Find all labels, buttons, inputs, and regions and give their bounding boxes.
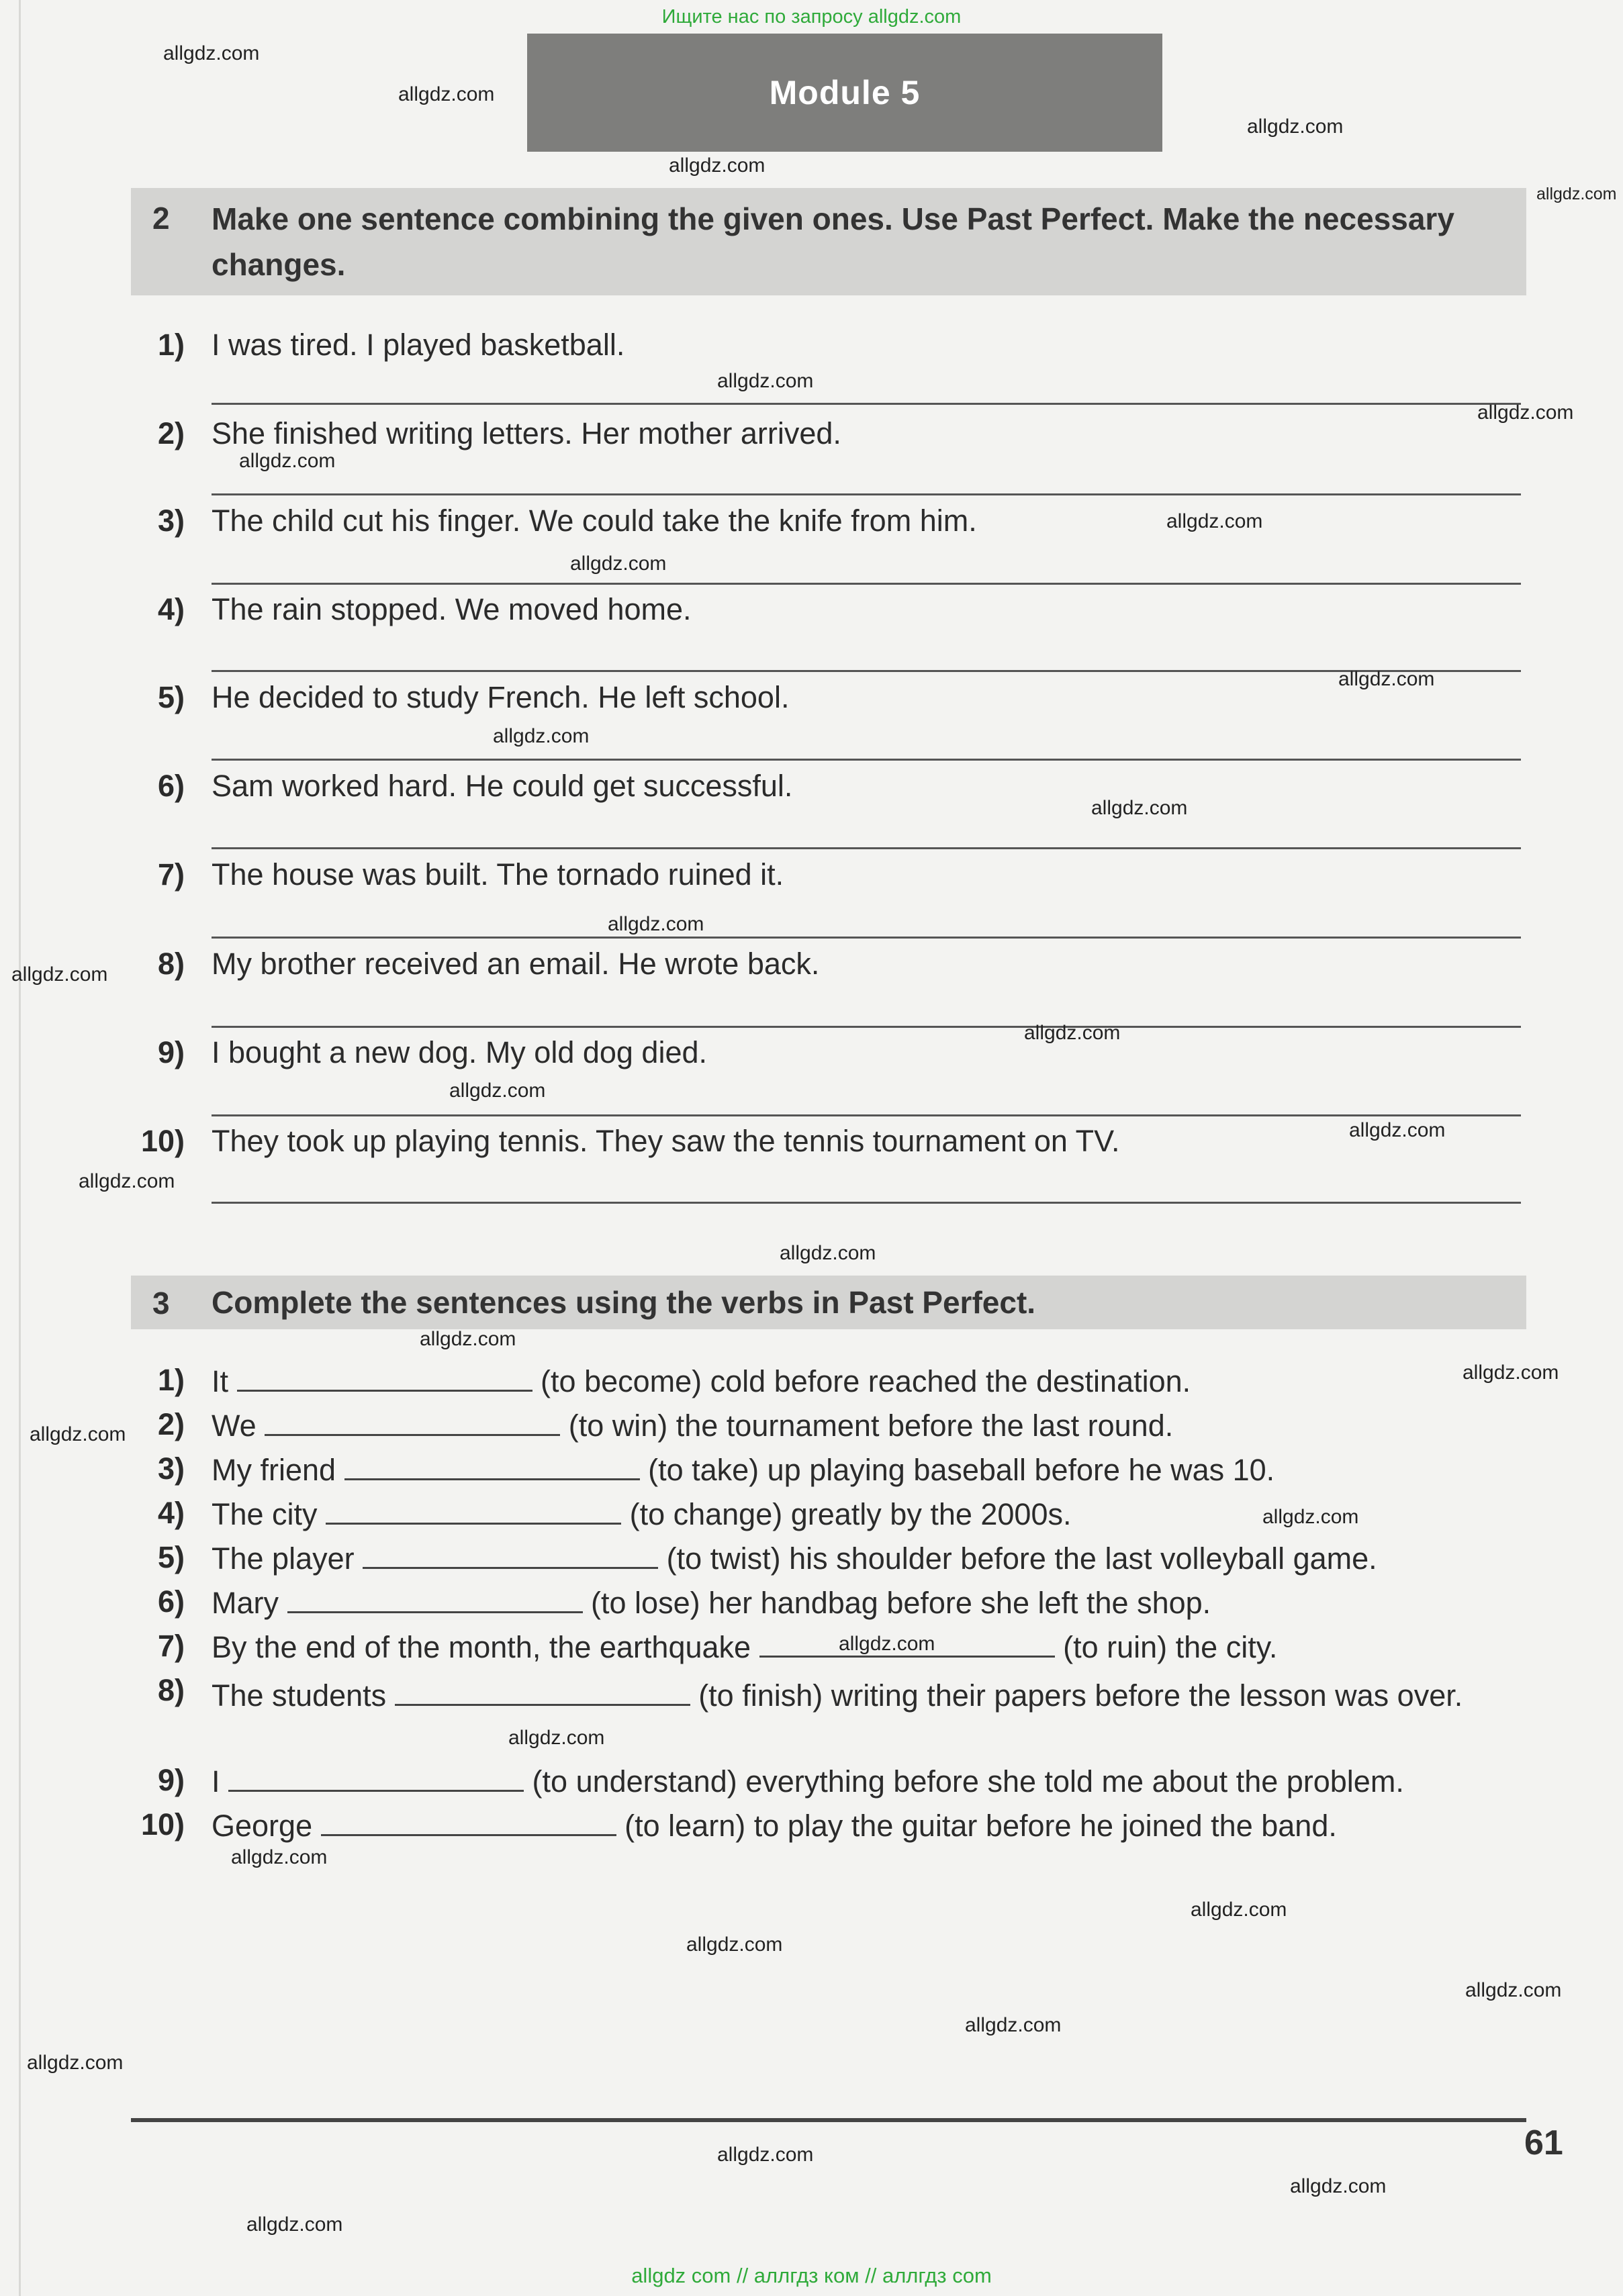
item-text: They took up playing tennis. They saw the tennis tournament on TV. bbox=[212, 1124, 1120, 1158]
watermark: allgdz.com bbox=[1262, 1506, 1359, 1528]
exercise-3-instruction-bar bbox=[131, 1276, 1526, 1329]
watermark: allgdz.com bbox=[246, 2213, 343, 2236]
item-text: He decided to study French. He left school. bbox=[212, 680, 790, 714]
watermark: allgdz.com bbox=[420, 1328, 516, 1350]
item-number: 1) bbox=[157, 1363, 185, 1397]
watermark: allgdz.com bbox=[1536, 185, 1617, 203]
item-number: 7) bbox=[157, 1629, 185, 1663]
sentence-start: Mary bbox=[212, 1586, 279, 1620]
sentence-start: I bbox=[212, 1764, 220, 1799]
sentence-end: (to finish) writing their papers before the lesson was over. bbox=[698, 1678, 1463, 1713]
watermark: allgdz.com bbox=[1191, 1899, 1287, 1921]
answer-blank-3[interactable] bbox=[344, 1451, 640, 1480]
answer-blank-6[interactable] bbox=[287, 1584, 583, 1613]
bottom-banner[interactable]: allgdz com // аллгдз ком // аллгдз com bbox=[631, 2264, 992, 2287]
sentence-start: The city bbox=[212, 1497, 318, 1531]
item-number: 2) bbox=[157, 1407, 185, 1441]
item-number: 3) bbox=[157, 504, 185, 538]
item-number: 2) bbox=[157, 416, 185, 450]
watermark: allgdz.com bbox=[449, 1080, 546, 1102]
answer-blank-2[interactable] bbox=[265, 1407, 560, 1436]
exercise-2-instruction: Make one sentence combining the given ones. Use Past Perfect. Make the necessary changes. bbox=[212, 201, 1454, 282]
answer-line-3[interactable] bbox=[212, 583, 1521, 585]
answer-blank-8[interactable] bbox=[395, 1677, 690, 1706]
item-number: 1) bbox=[157, 328, 185, 362]
item-number: 8) bbox=[157, 947, 185, 981]
sentence-start: By the end of the month, the earthquake bbox=[212, 1630, 751, 1664]
watermark: allgdz.com bbox=[1338, 668, 1435, 690]
page-binding-edge bbox=[19, 0, 21, 2296]
watermark: allgdz.com bbox=[239, 450, 336, 472]
sentence-start: My friend bbox=[212, 1453, 336, 1487]
sentence-end: (to win) the tournament before the last round. bbox=[568, 1408, 1174, 1443]
watermark: allgdz.com bbox=[27, 2052, 124, 2074]
watermark: allgdz.com bbox=[508, 1727, 605, 1749]
item-text: I bought a new dog. My old dog died. bbox=[212, 1035, 708, 1069]
watermark: allgdz.com bbox=[608, 913, 704, 935]
sentence-end: (to ruin) the city. bbox=[1063, 1630, 1278, 1664]
sentence-start: George bbox=[212, 1809, 313, 1843]
watermark: allgdz.com bbox=[686, 1933, 783, 1956]
answer-line-6[interactable] bbox=[212, 847, 1521, 849]
item-text: I was tired. I played basketball. bbox=[212, 328, 625, 362]
item-text: The rain stopped. We moved home. bbox=[212, 592, 692, 626]
item-text: The child cut his finger. We could take the knife from him. bbox=[212, 504, 977, 538]
watermark: allgdz.com bbox=[839, 1633, 935, 1655]
item-text: She finished writing letters. Her mother arrived. bbox=[212, 416, 841, 450]
sentence-start: The player bbox=[212, 1541, 355, 1576]
item-number: 7) bbox=[157, 857, 185, 892]
watermark: allgdz.com bbox=[965, 2014, 1062, 2036]
item-number: 4) bbox=[157, 592, 185, 626]
watermark: allgdz.com bbox=[1091, 797, 1188, 819]
item-number: 6) bbox=[157, 1584, 185, 1619]
exercise-3-number: 3 bbox=[152, 1286, 170, 1321]
page-number: 61 bbox=[1524, 2123, 1563, 2162]
item-number: 10) bbox=[140, 1124, 185, 1158]
sentence-end: (to become) cold before reached the destination. bbox=[541, 1364, 1191, 1398]
watermark: allgdz.com bbox=[1477, 401, 1574, 424]
item-number: 4) bbox=[157, 1496, 185, 1530]
watermark: allgdz.com bbox=[11, 963, 108, 986]
watermark: allgdz.com bbox=[1290, 2175, 1387, 2197]
answer-blank-1[interactable] bbox=[237, 1363, 532, 1392]
answer-blank-5[interactable] bbox=[363, 1540, 658, 1569]
watermark: allgdz.com bbox=[79, 1170, 175, 1192]
answer-line-1[interactable] bbox=[212, 403, 1521, 405]
watermark: allgdz.com bbox=[398, 83, 495, 105]
footer-rule bbox=[131, 2118, 1526, 2122]
sentence-end: (to learn) to play the guitar before he joined the band. bbox=[624, 1809, 1337, 1843]
watermark: allgdz.com bbox=[1247, 115, 1344, 138]
sentence-start: It bbox=[212, 1364, 229, 1398]
answer-blank-9[interactable] bbox=[228, 1763, 524, 1792]
sentence-end: (to change) greatly by the 2000s. bbox=[629, 1497, 1072, 1531]
watermark: allgdz.com bbox=[30, 1423, 126, 1445]
item-text: Sam worked hard. He could get successful. bbox=[212, 769, 793, 803]
answer-line-9[interactable] bbox=[212, 1114, 1521, 1116]
watermark: allgdz.com bbox=[1349, 1119, 1446, 1141]
item-number: 5) bbox=[157, 680, 185, 714]
sentence-end: (to take) up playing baseball before he was 10. bbox=[648, 1453, 1275, 1487]
watermark: allgdz.com bbox=[493, 725, 590, 747]
answer-line-2[interactable] bbox=[212, 493, 1521, 495]
exercise-2-instruction-bar bbox=[131, 188, 1526, 295]
top-banner[interactable]: Ищите нас по запросу allgdz.com bbox=[661, 6, 962, 28]
answer-line-10[interactable] bbox=[212, 1202, 1521, 1204]
exercise-2-number: 2 bbox=[152, 201, 170, 236]
sentence-start: The students bbox=[212, 1678, 387, 1713]
item-text: The house was built. The tornado ruined it. bbox=[212, 857, 784, 892]
watermark: allgdz.com bbox=[1463, 1361, 1559, 1384]
sentence-end: (to twist) his shoulder before the last volleyball game. bbox=[666, 1541, 1377, 1576]
watermark: allgdz.com bbox=[717, 2144, 814, 2166]
sentence-end: (to understand) everything before she told me about the problem. bbox=[532, 1764, 1404, 1799]
exercise-3-instruction: Complete the sentences using the verbs in Past Perfect. bbox=[212, 1285, 1036, 1320]
module-header: Module 5 bbox=[527, 34, 1162, 152]
answer-line-8[interactable] bbox=[212, 1026, 1521, 1028]
item-number: 10) bbox=[140, 1807, 185, 1841]
item-number: 3) bbox=[157, 1451, 185, 1486]
item-number: 6) bbox=[157, 769, 185, 803]
watermark: allgdz.com bbox=[669, 154, 766, 177]
item-number: 8) bbox=[157, 1673, 185, 1707]
watermark: allgdz.com bbox=[717, 370, 814, 392]
answer-line-5[interactable] bbox=[212, 759, 1521, 761]
item-number: 5) bbox=[157, 1540, 185, 1574]
answer-blank-4[interactable] bbox=[326, 1496, 621, 1525]
sentence-end: (to lose) her handbag before she left the shop. bbox=[591, 1586, 1211, 1620]
sentence-start: We bbox=[212, 1408, 257, 1443]
watermark: allgdz.com bbox=[163, 42, 260, 64]
watermark: allgdz.com bbox=[570, 553, 667, 575]
answer-blank-10[interactable] bbox=[321, 1807, 616, 1836]
watermark: allgdz.com bbox=[1166, 510, 1263, 532]
item-text: My brother received an email. He wrote back. bbox=[212, 947, 820, 981]
watermark: allgdz.com bbox=[231, 1846, 328, 1868]
answer-line-4[interactable] bbox=[212, 670, 1521, 672]
item-number: 9) bbox=[157, 1763, 185, 1797]
watermark: allgdz.com bbox=[780, 1242, 876, 1264]
answer-line-7[interactable] bbox=[212, 937, 1521, 939]
item-number: 9) bbox=[157, 1035, 185, 1069]
watermark: allgdz.com bbox=[1024, 1022, 1121, 1044]
watermark: allgdz.com bbox=[1465, 1979, 1562, 2001]
